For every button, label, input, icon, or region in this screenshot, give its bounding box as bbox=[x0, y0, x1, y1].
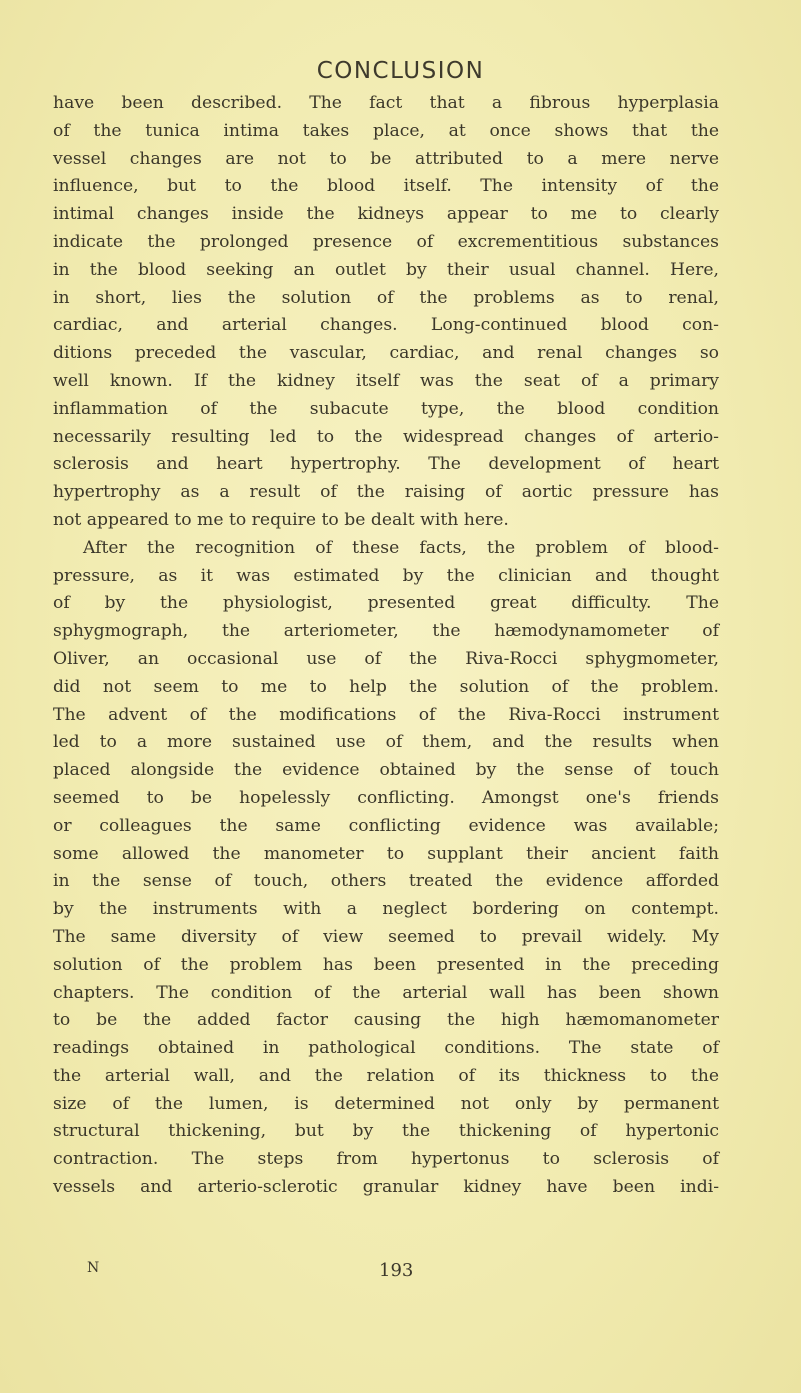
text-line: indicate the prolonged presence of excrementitious substances bbox=[53, 231, 719, 252]
text-line: size of the lumen, is determined not only by permanent bbox=[53, 1093, 719, 1114]
text-line: vessels and arterio-sclerotic granular kidney have been indi- bbox=[53, 1177, 719, 1198]
text-line: did not seem to me to help the solution of the problem. bbox=[53, 676, 719, 697]
text-line: of the tunica intima takes place, at once shows that the bbox=[53, 120, 719, 141]
text-line: in the blood seeking an outlet by their usual channel. Here, bbox=[53, 259, 719, 280]
text-line: pressure, as it was estimated by the clinician and thought bbox=[53, 565, 719, 586]
text-line: not appeared to me to require to be dealt with here. bbox=[53, 509, 509, 530]
running-head: CONCLUSION bbox=[316, 58, 485, 84]
text-line: of by the physiologist, presented great difficulty. The bbox=[53, 593, 719, 614]
body-text bbox=[53, 90, 719, 1202]
text-line: sclerosis and heart hypertrophy. The development of heart bbox=[53, 454, 719, 475]
text-line: have been described. The fact that a fibrous hyperplasia bbox=[53, 93, 719, 113]
text-line: to be the added factor causing the high hæmomanometer bbox=[53, 1010, 719, 1031]
page-footer bbox=[0, 1260, 801, 1284]
text-line: placed alongside the evidence obtained by the sense of touch bbox=[53, 760, 719, 781]
text-line: readings obtained in pathological conditions. The state of bbox=[53, 1038, 719, 1059]
text-line: well known. If the kidney itself was the seat of a primary bbox=[53, 370, 719, 391]
text-line: contraction. The steps from hypertonus to sclerosis of bbox=[53, 1149, 719, 1170]
text-line: in the sense of touch, others treated the evidence afforded bbox=[53, 871, 719, 892]
text-line: cardiac, and arterial changes. Long-continued blood con- bbox=[53, 315, 719, 336]
text-line: by the instruments with a neglect bordering on contempt. bbox=[53, 899, 719, 920]
signature-mark: N bbox=[87, 1260, 101, 1276]
text-line: necessarily resulting led to the widespread changes of arterio- bbox=[53, 426, 719, 447]
text-line: led to a more sustained use of them, and the results when bbox=[53, 732, 719, 753]
text-line: chapters. The condition of the arterial wall has been shown bbox=[53, 982, 719, 1003]
text-line: influence, but to the blood itself. The intensity of the bbox=[53, 176, 719, 197]
text-line: seemed to be hopelessly conflicting. Amongst one's friends bbox=[53, 787, 719, 808]
text-line: intimal changes inside the kidneys appear to me to clearly bbox=[53, 204, 719, 225]
text-line: vessel changes are not to be attributed to a mere nerve bbox=[53, 148, 719, 169]
page-number: 193 bbox=[379, 1260, 414, 1281]
text-line: sphygmograph, the arteriometer, the hæmodynamometer of bbox=[53, 621, 719, 642]
text-line: The advent of the modifications of the Riva-Rocci instrument bbox=[53, 704, 719, 725]
text-line: Oliver, an occasional use of the Riva-Rocci sphygmometer, bbox=[53, 648, 719, 669]
text-line: After the recognition of these facts, the problem of blood- bbox=[83, 537, 719, 558]
text-line: ditions preceded the vascular, cardiac, and renal changes so bbox=[53, 343, 719, 364]
text-line: hypertrophy as a result of the raising of aortic pressure has bbox=[53, 482, 719, 503]
text-line: some allowed the manometer to supplant their ancient faith bbox=[53, 843, 719, 864]
text-line: the arterial wall, and the relation of its thickness to the bbox=[53, 1065, 719, 1086]
text-line: or colleagues the same conflicting evidence was available; bbox=[53, 815, 719, 836]
text-line: in short, lies the solution of the problems as to renal, bbox=[53, 287, 719, 308]
text-line: The same diversity of view seemed to prevail widely. My bbox=[53, 926, 719, 947]
text-line: solution of the problem has been presented in the preceding bbox=[53, 954, 719, 975]
text-line: structural thickening, but by the thickening of hypertonic bbox=[53, 1121, 719, 1142]
text-line: inflammation of the subacute type, the blood condition bbox=[53, 398, 719, 419]
